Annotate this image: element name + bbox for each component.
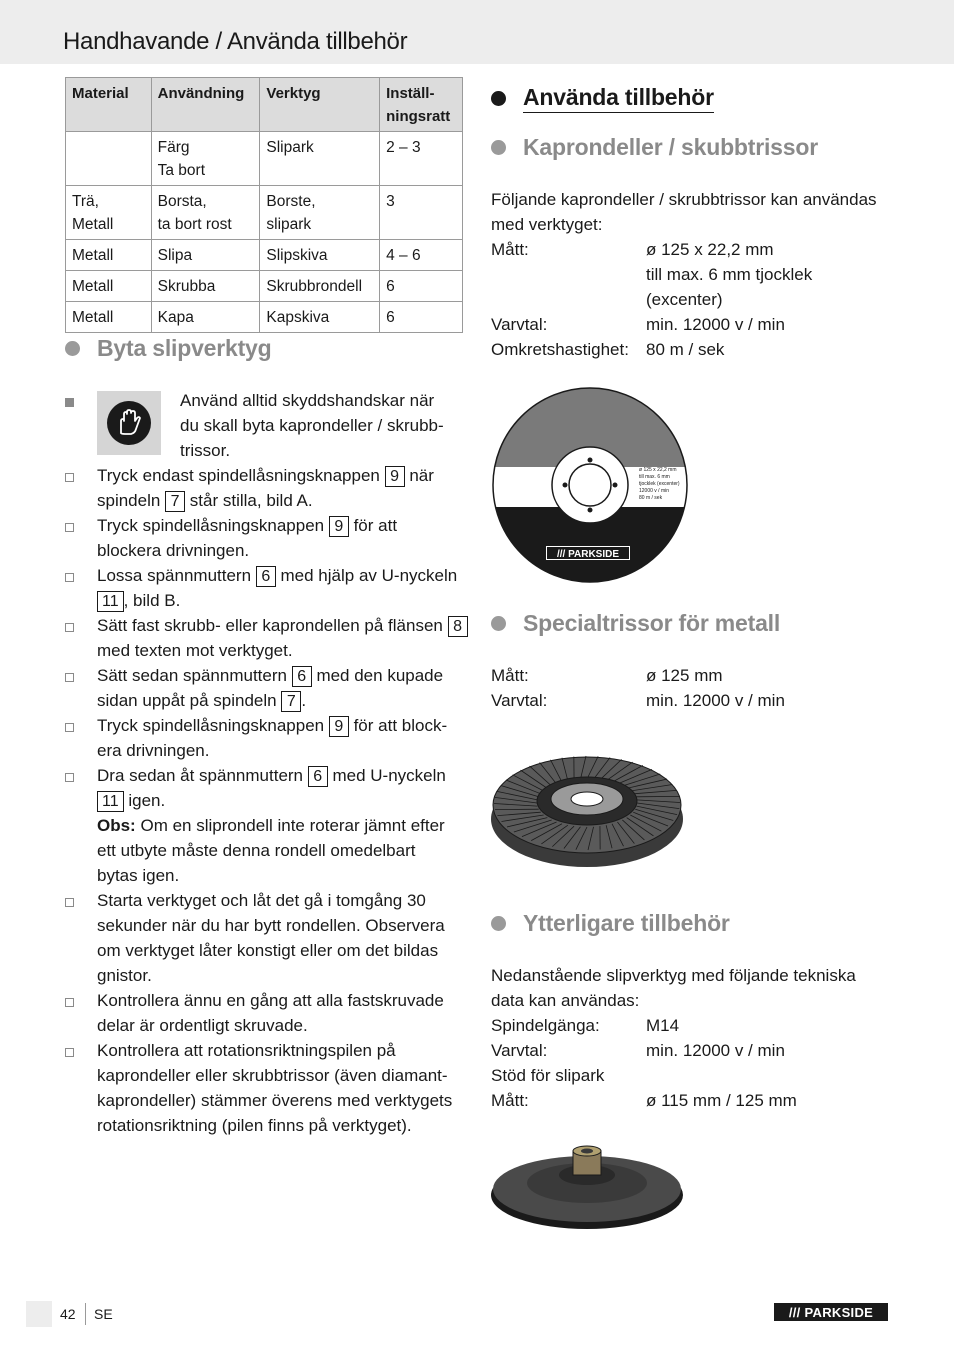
section-heading-ytterligare: Ytterligare tillbehör xyxy=(491,910,730,937)
flap-disc-image xyxy=(490,733,686,873)
table-cell: Slipa xyxy=(151,240,260,271)
glove-warning-icon xyxy=(97,391,161,455)
table-cell: Skrubba xyxy=(151,271,260,302)
bullet-dot-icon xyxy=(491,916,506,931)
disc-label: till max. 6 mm xyxy=(639,474,670,480)
checkbox-bullet-icon xyxy=(65,998,74,1007)
checkbox-bullet-icon xyxy=(65,673,74,682)
page-number: 42 xyxy=(60,1306,76,1322)
bullet-dot-icon xyxy=(65,341,80,356)
table-cell: Slipark xyxy=(260,132,380,186)
table-header-cell: Användning xyxy=(151,78,260,132)
cutting-disc-image xyxy=(490,387,690,583)
section1-specs: Mått: ø 125 x 22,2 mm till max. 6 mm tjocklek (excenter) Varvtal: min. 12000 v / min Omkretshastighet: 80 m / sek xyxy=(491,240,813,359)
table-header-cell: Inställ- ningsratt xyxy=(380,78,463,132)
table-cell: Metall xyxy=(66,240,152,271)
step-item: Kontrollera att rotationsriktningspilen på kaprondeller eller skrubbtrissor (även diamant- kaprondeller) stämmer överens med verktygets rotationsriktning (pilen finns på verktyget). xyxy=(97,1041,453,1135)
step-item: Starta verktyget och låt det gå i tomgång 30 sekunder när du har bytt rondellen. Observera om verktyget låter konstigt eller om det bildas gnistor. xyxy=(97,891,445,985)
bullet-dot-icon xyxy=(491,616,506,631)
table-header-cell: Material xyxy=(66,78,152,132)
table-cell: Skrubbrondell xyxy=(260,271,380,302)
table-cell: 6 xyxy=(380,302,463,333)
section3-intro: Nedanstående slipverktyg med följande tekniska data kan användas: xyxy=(491,966,856,1010)
checkbox-bullet-icon xyxy=(65,1048,74,1057)
page-title: Handhavande / Använda tillbehör xyxy=(63,28,408,55)
table-header-cell: Verktyg xyxy=(260,78,380,132)
settings-table xyxy=(65,77,463,333)
table-cell: Färg Ta bort xyxy=(151,132,260,186)
footer-divider xyxy=(85,1303,86,1325)
step-item: Sätt fast skrubb- eller kaprondellen på flänsen 8 med texten mot verktyget. xyxy=(97,613,468,663)
disc-brand-logo: /// PARKSIDE xyxy=(556,549,620,560)
section1-intro: Följande kaprondeller / skrubbtrissor kan användas med verktyget: xyxy=(491,190,877,234)
disc-label: ø 125 x 22,2 mm xyxy=(639,467,677,473)
section-heading-byta: Byta slipverktyg xyxy=(65,335,272,362)
table-cell: Borsta, ta bort rost xyxy=(151,186,260,240)
step-item: Dra sedan åt spännmuttern 6 med U-nyckeln 11 igen. Obs: Om en sliprondell inte roterar jämnt efter ett utbyte måste denna rondell omedelbart bytas igen. xyxy=(97,766,446,885)
main-heading: Använda tillbehör xyxy=(491,84,714,113)
checkbox-bullet-icon xyxy=(65,773,74,782)
bullet-dot-icon xyxy=(491,91,506,106)
table-row xyxy=(66,186,463,240)
table-cell: Kapa xyxy=(151,302,260,333)
obs-label: Obs: xyxy=(97,816,136,835)
bullet-dot-icon xyxy=(491,140,506,155)
step-item: Lossa spännmuttern 6 med hjälp av U-nyckeln 11 , bild B. xyxy=(97,566,458,610)
checkbox-bullet-icon xyxy=(65,723,74,732)
glove-notice: Använd alltid skyddshandskar när du skall byta kaprondeller / skrubb- trissor. xyxy=(180,391,444,460)
table-cell: 4 – 6 xyxy=(380,240,463,271)
section3-specs: Spindelgänga: M14 Varvtal: min. 12000 v / min Stöd för slipark Mått: ø 115 mm / 125 mm xyxy=(491,1016,797,1110)
section-heading-kaprondeller: Kaprondeller / skubbtrissor xyxy=(491,134,818,161)
parkside-logo: /// PARKSIDE xyxy=(774,1303,888,1321)
table-header-row xyxy=(66,78,463,132)
table-row xyxy=(66,302,463,333)
table-cell xyxy=(66,132,152,186)
step-item: Tryck endast spindellåsningsknappen 9 när spindeln 7 står stilla, bild A. xyxy=(97,466,434,510)
table-cell: Metall xyxy=(66,302,152,333)
language-code: SE xyxy=(94,1306,113,1322)
checkbox-bullet-icon xyxy=(65,898,74,907)
checkbox-bullet-icon xyxy=(65,623,74,632)
table-cell: Metall xyxy=(66,271,152,302)
backing-pad-image xyxy=(490,1133,686,1233)
checkbox-bullet-icon xyxy=(65,473,74,482)
table-row xyxy=(66,132,463,186)
disc-label: 12000 v / min xyxy=(639,488,670,494)
disc-label: tjocklek (excenter) xyxy=(639,481,680,487)
checkbox-bullet-icon xyxy=(65,573,74,582)
footer-marker xyxy=(26,1301,52,1327)
table-cell: Kapskiva xyxy=(260,302,380,333)
checkbox-bullet-icon xyxy=(65,523,74,532)
table-cell: Borste, slipark xyxy=(260,186,380,240)
table-cell: 2 – 3 xyxy=(380,132,463,186)
table-cell: 3 xyxy=(380,186,463,240)
step-item: Tryck spindellåsningsknappen 9 för att blockera drivningen. xyxy=(97,516,398,560)
step-item: Tryck spindellåsningsknappen 9 för att block- era drivningen. xyxy=(97,716,448,760)
section-heading-specialtrissor: Specialtrissor för metall xyxy=(491,610,780,637)
section2-specs: Mått: ø 125 mm Varvtal: min. 12000 v / min xyxy=(491,666,785,710)
table-cell: Slipskiva xyxy=(260,240,380,271)
disc-label: 80 m / sek xyxy=(639,495,663,501)
step-item: Sätt sedan spännmuttern 6 med den kupade sidan uppåt på spindeln 7 . xyxy=(97,666,444,710)
square-bullet-icon xyxy=(65,398,74,407)
step-item: Kontrollera ännu en gång att alla fastskruvade delar är ordentligt skruvade. xyxy=(97,991,444,1035)
table-cell: 6 xyxy=(380,271,463,302)
table-row xyxy=(66,240,463,271)
table-cell: Trä, Metall xyxy=(66,186,152,240)
table-row xyxy=(66,271,463,302)
